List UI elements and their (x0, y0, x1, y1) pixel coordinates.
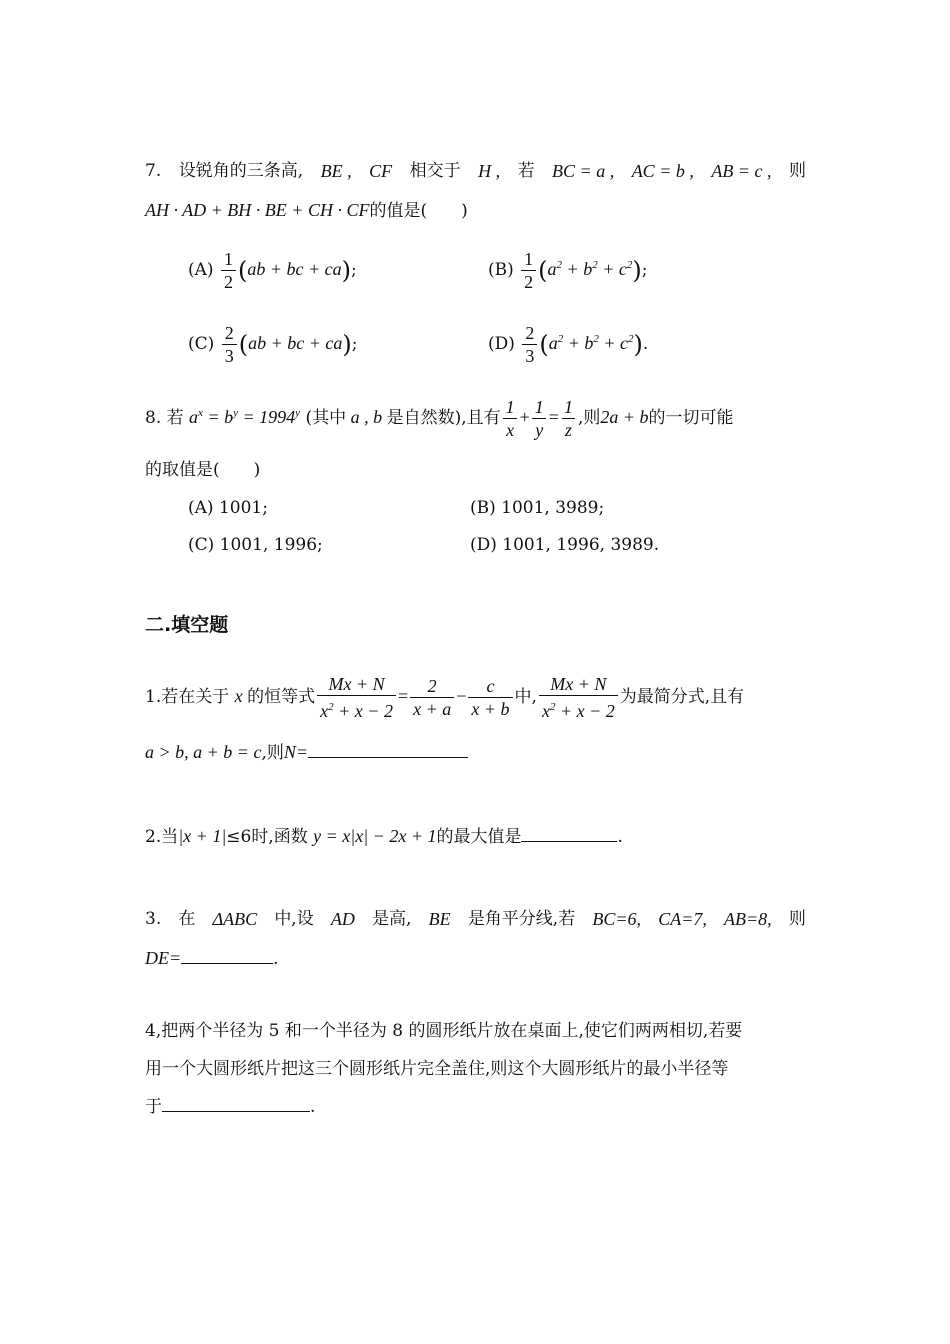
f3-ad: AD (330, 909, 355, 929)
f2-lead: 当 (161, 827, 179, 847)
f3-line-2: DE= . (145, 944, 806, 973)
fraction-c-over-x-plus-b: $\frac{c}{x + b}$ (468, 675, 512, 720)
f1-lead: 若在关于 (161, 687, 230, 707)
q7-option-c-label: (C) (188, 334, 215, 354)
f3-then: 则 (788, 909, 806, 929)
f1-line-2 (145, 738, 806, 767)
q8-then: ,则 (577, 408, 601, 428)
q7-number: 7. (145, 161, 162, 181)
f3-bc: BC=6, (592, 909, 642, 929)
f3-zhong: 中,设 (274, 909, 314, 929)
f1-line-1: 1.若在关于 x 的恒等式 $\frac{Mx + N}{x^2 + x - 2}$ = $\frac{2}{x + a}$ − $\frac{c}{x + b}$ 中, $\frac{Mx + N}{x^2 + x - 2}$ 为最简分式,且有 (145, 674, 745, 721)
q8-option-a: (A) 1001; (188, 498, 268, 518)
q8-natural: 是自然数),且有 (386, 408, 501, 428)
f4-line-1: 4,把两个半径为 5 和一个半径为 8 的圆形纸片放在桌面上,使它们两两相切,若要 (145, 1021, 743, 1041)
q8-option-c: (C) 1001, 1996; (188, 535, 323, 555)
f2-tail: 的最大值是 (436, 827, 522, 847)
q7-option-d: (D) $\frac{2}{3}$ $(a^2 + b^2 + c^2)$. (488, 323, 649, 366)
q8-line-1: 8. 若 $a^x = b^y = 1994^y$ (其中 a , b 是自然数),且有 $\frac{1}{x}$ + $\frac{1}{y}$ = $\frac{1}{z}$ ,则2a + b的一切可能 (145, 397, 734, 440)
q7-option-a-label: (A) (188, 260, 214, 280)
fraction-one-half: $\frac{1}{2}$ (521, 248, 536, 293)
f2-mid: 时,函数 (251, 827, 308, 847)
fraction-two-thirds: $\frac{2}{3}$ (222, 322, 237, 367)
f3-be: BE (428, 909, 451, 929)
q7-line-2 (145, 196, 806, 225)
q7-if: 若 (517, 161, 535, 181)
q7-intersect: 相交于 (409, 161, 461, 181)
q7-option-b: (B) $\frac{1}{2}$ $(a^2 + b^2 + c^2)$; (488, 249, 648, 292)
q8-option-d: (D) 1001, 1996, 3989. (470, 535, 660, 555)
f3-bisect: 是角平分线,若 (467, 909, 576, 929)
f4-answer-blank[interactable] (162, 1093, 310, 1112)
f2-function: y = x|x| − 2x + 1 (313, 826, 437, 846)
fraction-mxn-over-quadratic-2: $\frac{Mx + N}{x^2 + x - 2}$ (539, 673, 618, 722)
q7-cf: CF (369, 161, 393, 181)
q7-then: 则 (788, 161, 806, 181)
f1-number: 1. (145, 687, 162, 707)
f3-triangle: ΔABC (212, 909, 258, 929)
f4-line-3: 于 . (145, 1093, 806, 1121)
f2-number: 2. (145, 827, 162, 847)
q8-number: 8. (145, 408, 162, 428)
q7-option-b-label: (B) (488, 260, 514, 280)
f4-line-2: 用一个大圆形纸片把这三个圆形纸片完全盖住,则这个大圆形纸片的最小半径等 (145, 1059, 729, 1079)
fraction-1-over-x: $\frac{1}{x}$ (503, 396, 518, 441)
q7-bc: BC = a , (552, 161, 615, 181)
fraction-2-over-x-plus-a: $\frac{2}{x + a}$ (410, 675, 454, 720)
f3-lead: 在 (178, 909, 196, 929)
f2-line: 2.当|x + 1|≤6时,函数 y = x|x| − 2x + 1的最大值是 . (145, 822, 806, 851)
q8-paren: (其中 (305, 408, 347, 428)
f1-answer-label: N= (283, 742, 308, 762)
q8-tail: 的一切可能 (648, 408, 734, 428)
q7-be: BE , (320, 161, 352, 181)
q7-ac: AC = b , (631, 161, 694, 181)
f3-line-1 (145, 905, 806, 933)
f1-var-x: x (234, 686, 248, 706)
f1-answer-blank[interactable] (308, 739, 468, 758)
fraction-two-thirds: $\frac{2}{3}$ (522, 322, 537, 367)
f1-condition: a > b, a + b = c (145, 742, 262, 762)
f3-answer-label: DE= (145, 948, 182, 968)
q7-h: H , (478, 161, 501, 181)
q7-option-a: (A) $\frac{1}{2}$ (ab + bc + ca); (188, 249, 357, 292)
fraction-1-over-z: $\frac{1}{z}$ (561, 396, 576, 441)
f3-ca: CA=7, (658, 909, 707, 929)
f4-yu: 于 (145, 1097, 162, 1117)
q7-ab: AB = c , (711, 161, 772, 181)
f2-answer-blank[interactable] (521, 823, 617, 842)
f1-mid: 的恒等式 (247, 687, 316, 707)
q7-tail: 的值是( ) (369, 201, 468, 221)
q8-option-b: (B) 1001, 3989; (470, 498, 605, 518)
f1-then: ,则 (261, 743, 284, 763)
q8-line-2: 的取值是( ) (145, 460, 261, 480)
q7-option-d-label: (D) (488, 334, 515, 354)
q7-intro: 设锐角的三条高, (178, 161, 304, 181)
f1-tail: 为最简分式,且有 (619, 687, 745, 707)
q7-line-1 (145, 157, 806, 185)
f1-zhong: 中, (514, 687, 537, 707)
q8-lead: 若 (166, 408, 184, 428)
fraction-mxn-over-quadratic: $\frac{Mx + N}{x^2 + x - 2}$ (317, 673, 396, 722)
f2-le6: ≤6 (226, 827, 252, 847)
f2-abs: |x + 1| (178, 826, 227, 846)
f3-number: 3. (145, 909, 162, 929)
f3-gao: 是高, (372, 909, 412, 929)
fraction-1-over-y: $\frac{1}{y}$ (532, 396, 547, 441)
q7-expression: AH · AD + BH · BE + CH · CF (145, 200, 370, 220)
fraction-one-half: $\frac{1}{2}$ (221, 248, 236, 293)
q7-option-c: (C) $\frac{2}{3}$ (ab + bc + ca); (188, 323, 358, 366)
section-title: 二.填空题 (145, 614, 229, 636)
f3-answer-blank[interactable] (181, 945, 273, 964)
f3-ab: AB=8, (724, 909, 772, 929)
q8-equation: $a^x = b^y = 1994^y$ (189, 407, 301, 427)
